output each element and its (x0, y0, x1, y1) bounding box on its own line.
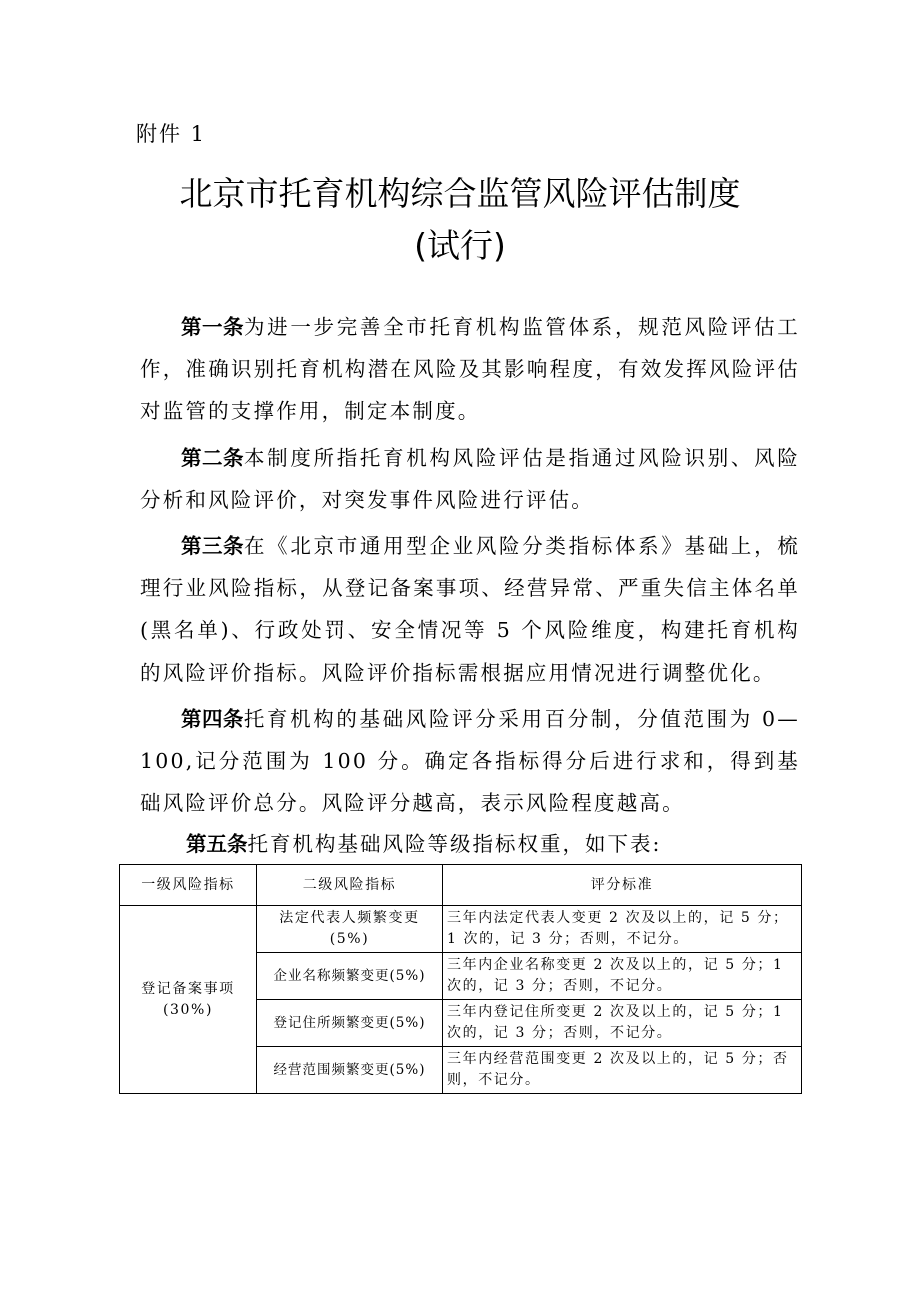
criteria-cell: 三年内经营范围变更 2 次及以上的，记 5 分；否则，不记分。 (443, 1047, 802, 1094)
article-4 (140, 698, 800, 825)
article-4-lead: 第四条 (181, 706, 244, 731)
article-2-lead: 第二条 (181, 445, 244, 470)
level1-registration (120, 906, 257, 1094)
criteria-cell: 三年内企业名称变更 2 次及以上的，记 5 分；1 次的，记 3 分；否则，不记分。 (443, 953, 802, 1000)
level2-label: 法定代表人频繁变更 (5%) (279, 910, 420, 947)
risk-indicator-table (119, 864, 802, 1094)
article-2-text: 本制度所指托育机构风险评估是指通过风险识别、风险分析和风险评价，对突发事件风险进行评估。 (140, 445, 800, 512)
header-criteria: 评分标准 (443, 865, 802, 906)
criteria-cell: 三年内登记住所变更 2 次及以上的，记 5 分；1 次的，记 3 分；否则，不记分。 (443, 1000, 802, 1047)
table-row (120, 906, 802, 953)
header-level2: 二级风险指标 (257, 865, 443, 906)
article-1-lead: 第一条 (181, 315, 244, 339)
article-5-text: 托育机构基础风险等级指标权重，如下表: (247, 832, 662, 856)
article-2 (140, 437, 800, 521)
article-3-text: 在《北京市通用型企业风险分类指标体系》基础上，梳理行业风险指标，从登记备案事项、经营异常、严重失信主体名单(黑名单)、行政处罚、安全情况等 5 个风险维度，构建托育机构的风险评价指标。风险评价指标需根据应用情况进行调整优化。 (140, 534, 800, 685)
article-3 (140, 525, 800, 694)
attachment-label: 附件 1 (136, 122, 207, 146)
article-5 (186, 827, 661, 857)
article-3-lead: 第三条 (181, 534, 244, 559)
criteria-cell: 三年内法定代表人变更 2 次及以上的，记 5 分；1 次的，记 3 分；否则，不记分。 (443, 906, 802, 953)
document-title: 北京市托育机构综合监管风险评估制度 (179, 174, 741, 213)
article-1 (140, 306, 800, 433)
table-header-row (120, 865, 802, 906)
article-4-text: 托育机构的基础风险评分采用百分制，分值范围为 0—100,记分范围为 100 分。确定各指标得分后进行求和，得到基础风险评价总分。风险评分越高，表示风险程度越高。 (140, 706, 801, 816)
level2-cell: 经营范围频繁变更(5%) (257, 1047, 443, 1094)
level1-label: 登记备案事项 (30%) (141, 980, 235, 1018)
level2-cell: 登记住所频繁变更(5%) (257, 1000, 443, 1047)
document-body (140, 306, 800, 828)
level2-cell: 企业名称频繁变更(5%) (257, 953, 443, 1000)
article-5-lead: 第五条 (186, 832, 248, 856)
article-1-text: 为进一步完善全市托育机构监管体系，规范风险评估工作，准确识别托育机构潜在风险及其影响程度，有效发挥风险评估对监管的支撑作用，制定本制度。 (140, 315, 800, 424)
header-level1: 一级风险指标 (120, 865, 257, 906)
document-subtitle: (试行) (414, 226, 506, 265)
level2-cell (257, 906, 443, 953)
